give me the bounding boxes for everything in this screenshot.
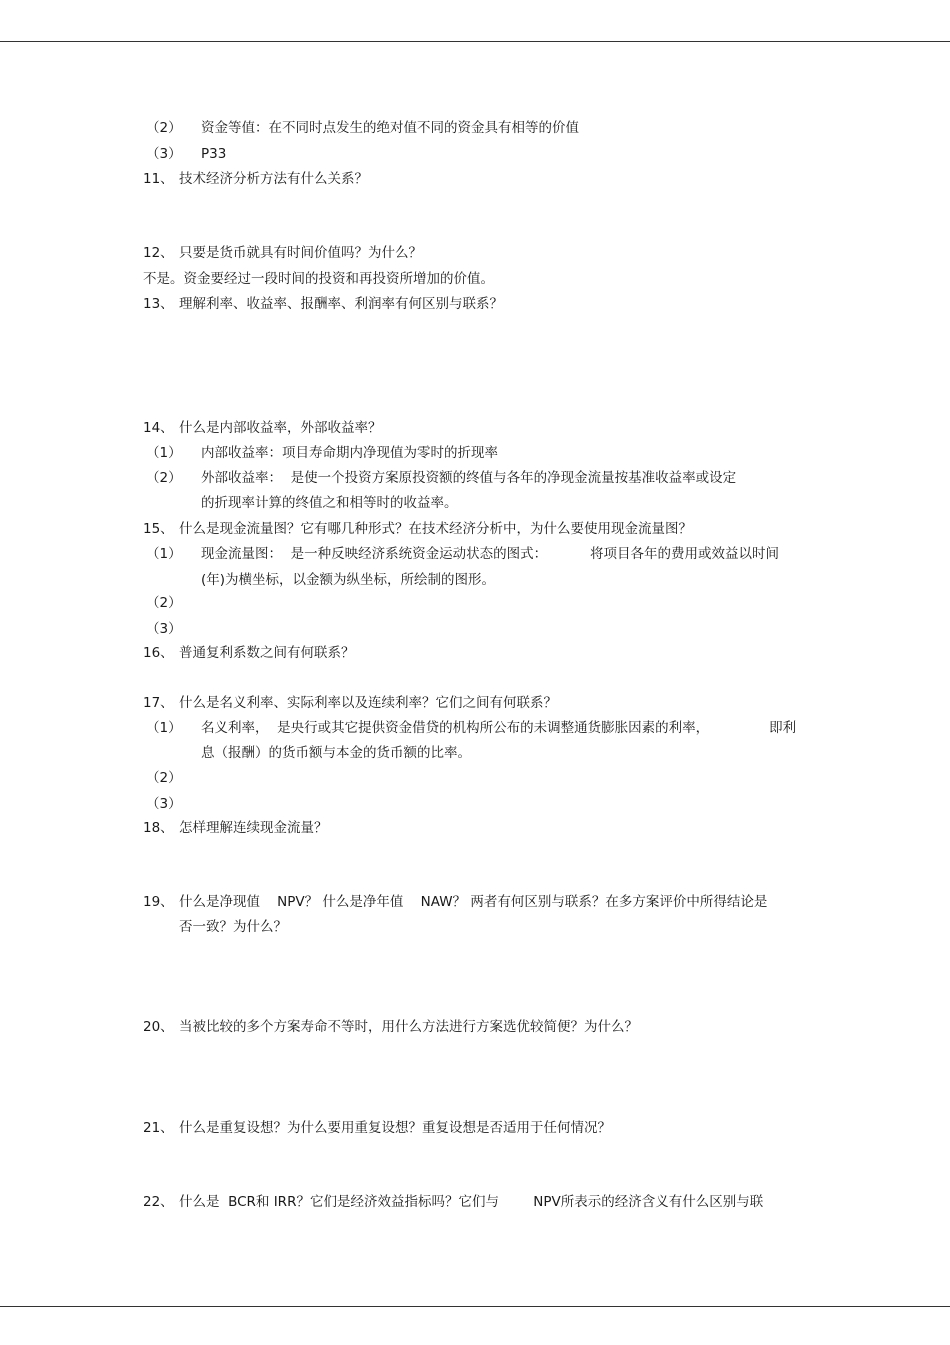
text-line: （2） 外部收益率： 是使一个投资方案原投资额的终值与各年的净现金流量按基准收益率或设定 xyxy=(146,470,737,486)
text-line: （1） 内部收益率：项目寿命期内净现值为零时的折现率 xyxy=(146,445,498,461)
question-20: 20、 当被比较的多个方案寿命不等时，用什么方法进行方案选优较简便？为什么？ xyxy=(143,1019,638,1035)
text-line-continued: (年)为横坐标，以金额为纵坐标，所绘制的图形。 xyxy=(201,572,496,588)
question-14: 14、 什么是内部收益率，外部收益率？ xyxy=(143,420,382,436)
text-line-continued: 息（报酬）的货币额与本金的货币额的比率。 xyxy=(201,745,471,761)
text-line: （2） xyxy=(146,595,182,611)
text-line: （2） 资金等值：在不同时点发生的绝对值不同的资金具有相等的价值 xyxy=(146,120,579,136)
question-13: 13、 理解利率、收益率、报酬率、利润率有何区别与联系？ xyxy=(143,296,503,312)
text-line: （3） xyxy=(146,796,182,812)
text-line: （3） P33 xyxy=(146,146,227,162)
question-19: 19、 什么是净现值 NPV？ 什么是净年值 NAW？ 两者有何区别与联系？在多方案评价中所得结论是 xyxy=(143,894,768,910)
question-18: 18、 怎样理解连续现金流量？ xyxy=(143,820,328,836)
question-15: 15、 什么是现金流量图？它有哪几种形式？在技术经济分析中，为什么要使用现金流量图？ xyxy=(143,521,692,537)
text-line: （3） xyxy=(146,621,182,637)
answer-12: 不是。资金要经过一段时间的投资和再投资所增加的价值。 xyxy=(143,271,494,287)
question-22: 22、 什么是 BCR和 IRR？它们是经济效益指标吗？它们与 NPV所表示的经济含义有什么区别与联 xyxy=(143,1194,764,1210)
text-line: （1） 名义利率， 是央行或其它提供资金借贷的机构所公布的未调整通货膨胀因素的利率， 即利 xyxy=(146,720,797,736)
bottom-rule xyxy=(0,1306,950,1307)
top-rule xyxy=(0,41,950,42)
question-12: 12、 只要是货币就具有时间价值吗？为什么？ xyxy=(143,245,422,261)
text-line: （1） 现金流量图： 是一种反映经济系统资金运动状态的图式： 将项目各年的费用或效益以时间 xyxy=(146,546,779,562)
question-17: 17、 什么是名义利率、实际利率以及连续利率？它们之间有何联系？ xyxy=(143,695,557,711)
text-line-continued: 否一致？为什么？ xyxy=(179,919,287,935)
question-16: 16、 普通复利系数之间有何联系？ xyxy=(143,645,355,661)
question-21: 21、 什么是重复设想？为什么要用重复设想？重复设想是否适用于任何情况？ xyxy=(143,1120,611,1136)
text-line: （2） xyxy=(146,770,182,786)
question-11: 11、 技术经济分析方法有什么关系？ xyxy=(143,171,368,187)
text-line-continued: 的折现率计算的终值之和相等时的收益率。 xyxy=(201,495,458,511)
